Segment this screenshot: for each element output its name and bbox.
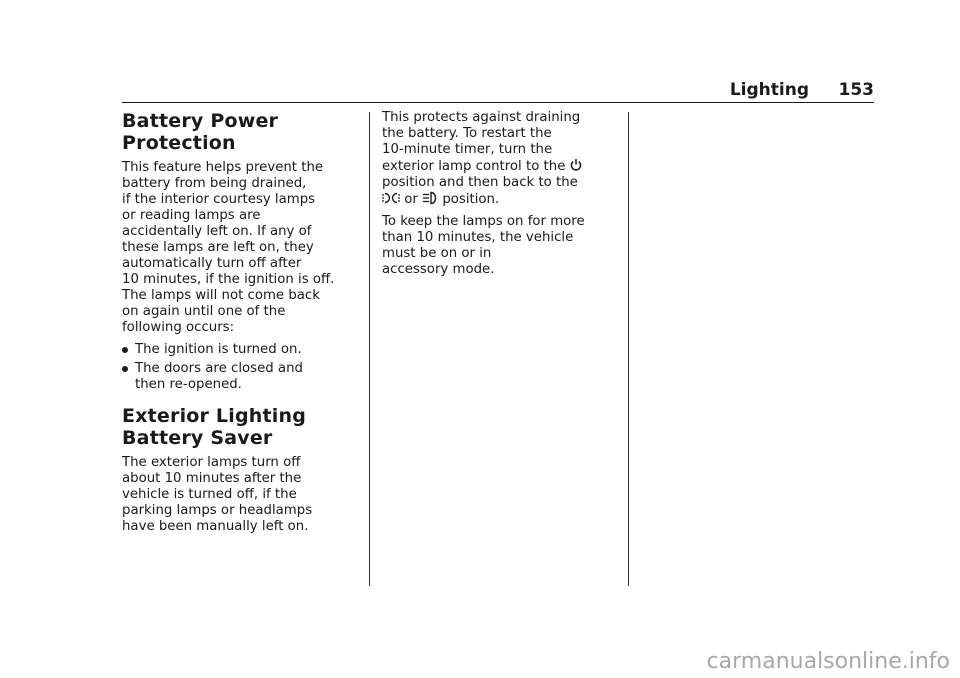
list-item: The ignition is turned on. [122, 342, 358, 358]
paragraph-battery-power: This feature helps prevent the battery from being drained, if the interior courtesy lamps or reading lamps are accidentally left on. If any of these lamps are left on, they automatically turn off after 10 minutes, if the ignition is off. The lamps will not come back on again until one of the following occurs: [122, 160, 335, 335]
column-middle [382, 110, 618, 284]
section-title: Lighting [729, 80, 809, 100]
paragraph-keep-lamps-on: To keep the lamps on for more than 10 minutes, the vehicle must be on or in accessory mode. [382, 214, 585, 277]
page-header [122, 80, 874, 103]
column-left [122, 110, 358, 541]
conditions-list [122, 342, 358, 393]
heading-exterior-lighting-battery-saver: Exterior Lighting Battery Saver [122, 405, 306, 449]
bullet-icon [122, 366, 128, 372]
heading-battery-power-protection: Battery Power Protection [122, 110, 279, 154]
page-number: 153 [838, 80, 874, 100]
bullet-icon [122, 347, 128, 353]
column-divider [628, 112, 629, 586]
paragraph-exterior-lighting: The exterior lamps turn off about 10 minutes after the vehicle is turned off, if the parking lamps or headlamps have been manually left on. [122, 455, 313, 534]
power-off-icon [570, 158, 582, 172]
parking-lamps-icon [382, 191, 400, 205]
column-divider [369, 112, 370, 586]
watermark: carmanualsonline.info [706, 649, 950, 674]
headlamp-icon [422, 191, 438, 205]
list-item: The doors are closed and then re-opened. [122, 361, 358, 393]
paragraph-restart-timer: This protects against draining the battery. To restart the 10-minute timer, turn the exterior lamp control to the position and then back to the or position. [382, 110, 581, 207]
